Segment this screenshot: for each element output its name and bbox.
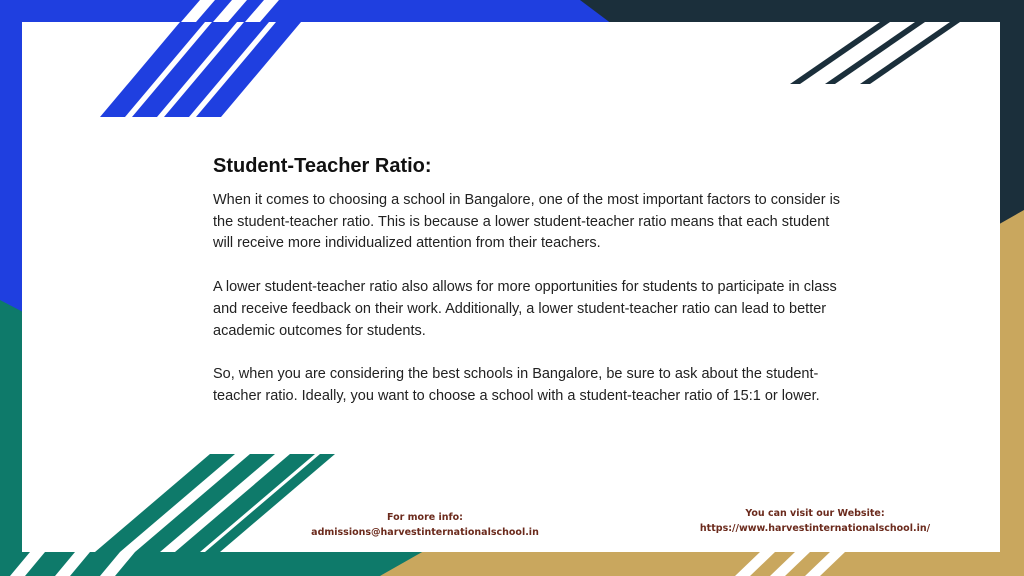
info-email[interactable]: admissions@harvestinternationalschool.in	[311, 527, 539, 538]
website-link[interactable]: https://www.harvestinternationalschool.in/	[699, 523, 931, 534]
bottom-right-stripes	[735, 552, 845, 576]
top-left-stripes	[100, 0, 301, 117]
bottom-left-stripes	[10, 454, 335, 576]
paragraph: So, when you are considering the best schools in Bangalore, be sure to ask about the student-teacher ratio. Ideally, you want to choose a school with a student-teacher ratio of 15:1 or lower.	[213, 366, 820, 404]
website-label: You can visit our Website:	[745, 508, 885, 519]
contact-info	[300, 510, 550, 540]
slide-title: Student-Teacher Ratio:	[213, 155, 432, 177]
slide-content	[213, 155, 843, 430]
website-info	[680, 506, 950, 536]
top-right-stripes	[790, 22, 960, 84]
paragraph: A lower student-teacher ratio also allows for more opportunities for students to participate in class and receive feedback on their work. Additionally, a lower student-teacher ratio can lead to better academic outcomes for students.	[213, 279, 837, 339]
paragraph: When it comes to choosing a school in Bangalore, one of the most important factors to consider is the student-teacher ratio. This is because a lower student-teacher ratio means that each student will receive more individualized attention from their teachers.	[213, 192, 841, 252]
info-label: For more info:	[387, 512, 463, 523]
